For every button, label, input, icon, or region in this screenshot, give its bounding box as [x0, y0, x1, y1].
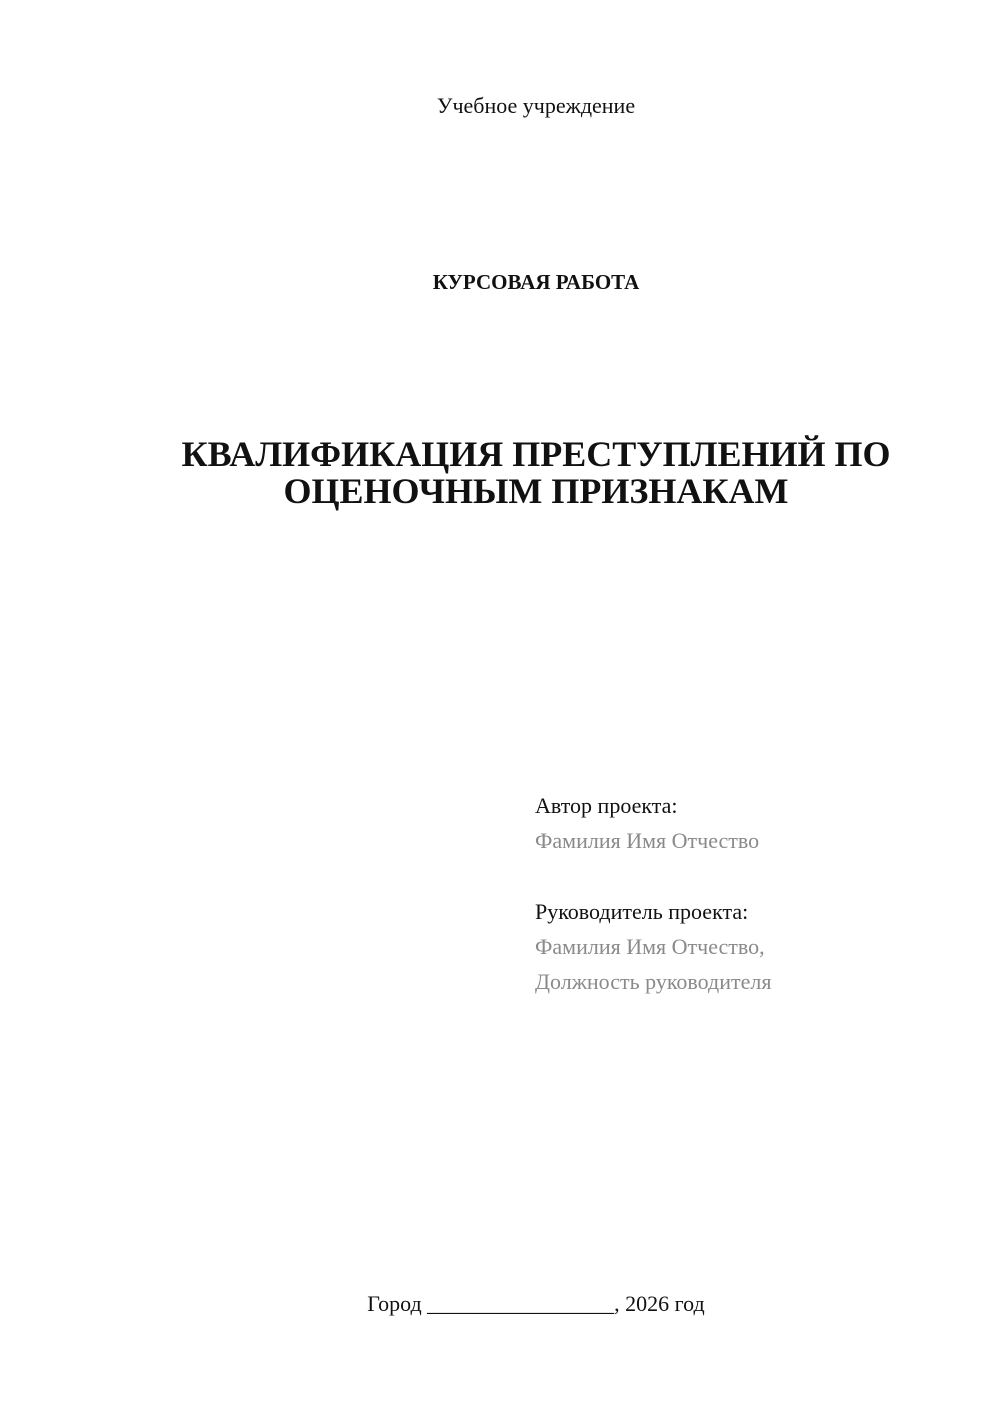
main-title-line-1: КВАЛИФИКАЦИЯ ПРЕСТУПЛЕНИЙ ПО — [181, 434, 891, 474]
author-name-placeholder: Фамилия Имя Отчество — [535, 828, 760, 853]
city-year-line: Город _________________, 2026 год — [367, 1291, 705, 1316]
work-type-heading: КУРСОВАЯ РАБОТА — [432, 270, 640, 294]
author-info-block — [535, 788, 975, 999]
supervisor-label: Руководитель проекта: — [535, 899, 749, 924]
institution-name: Учебное учреждение — [436, 93, 636, 118]
supervisor-position-placeholder: Должность руководителя — [535, 969, 772, 994]
section-spacer — [535, 858, 975, 894]
supervisor-name-placeholder: Фамилия Имя Отчество, — [535, 934, 765, 959]
author-label: Автор проекта: — [535, 793, 678, 818]
main-title — [0, 436, 1000, 510]
main-title-line-2: ОЦЕНОЧНЫМ ПРИЗНАКАМ — [283, 471, 789, 511]
